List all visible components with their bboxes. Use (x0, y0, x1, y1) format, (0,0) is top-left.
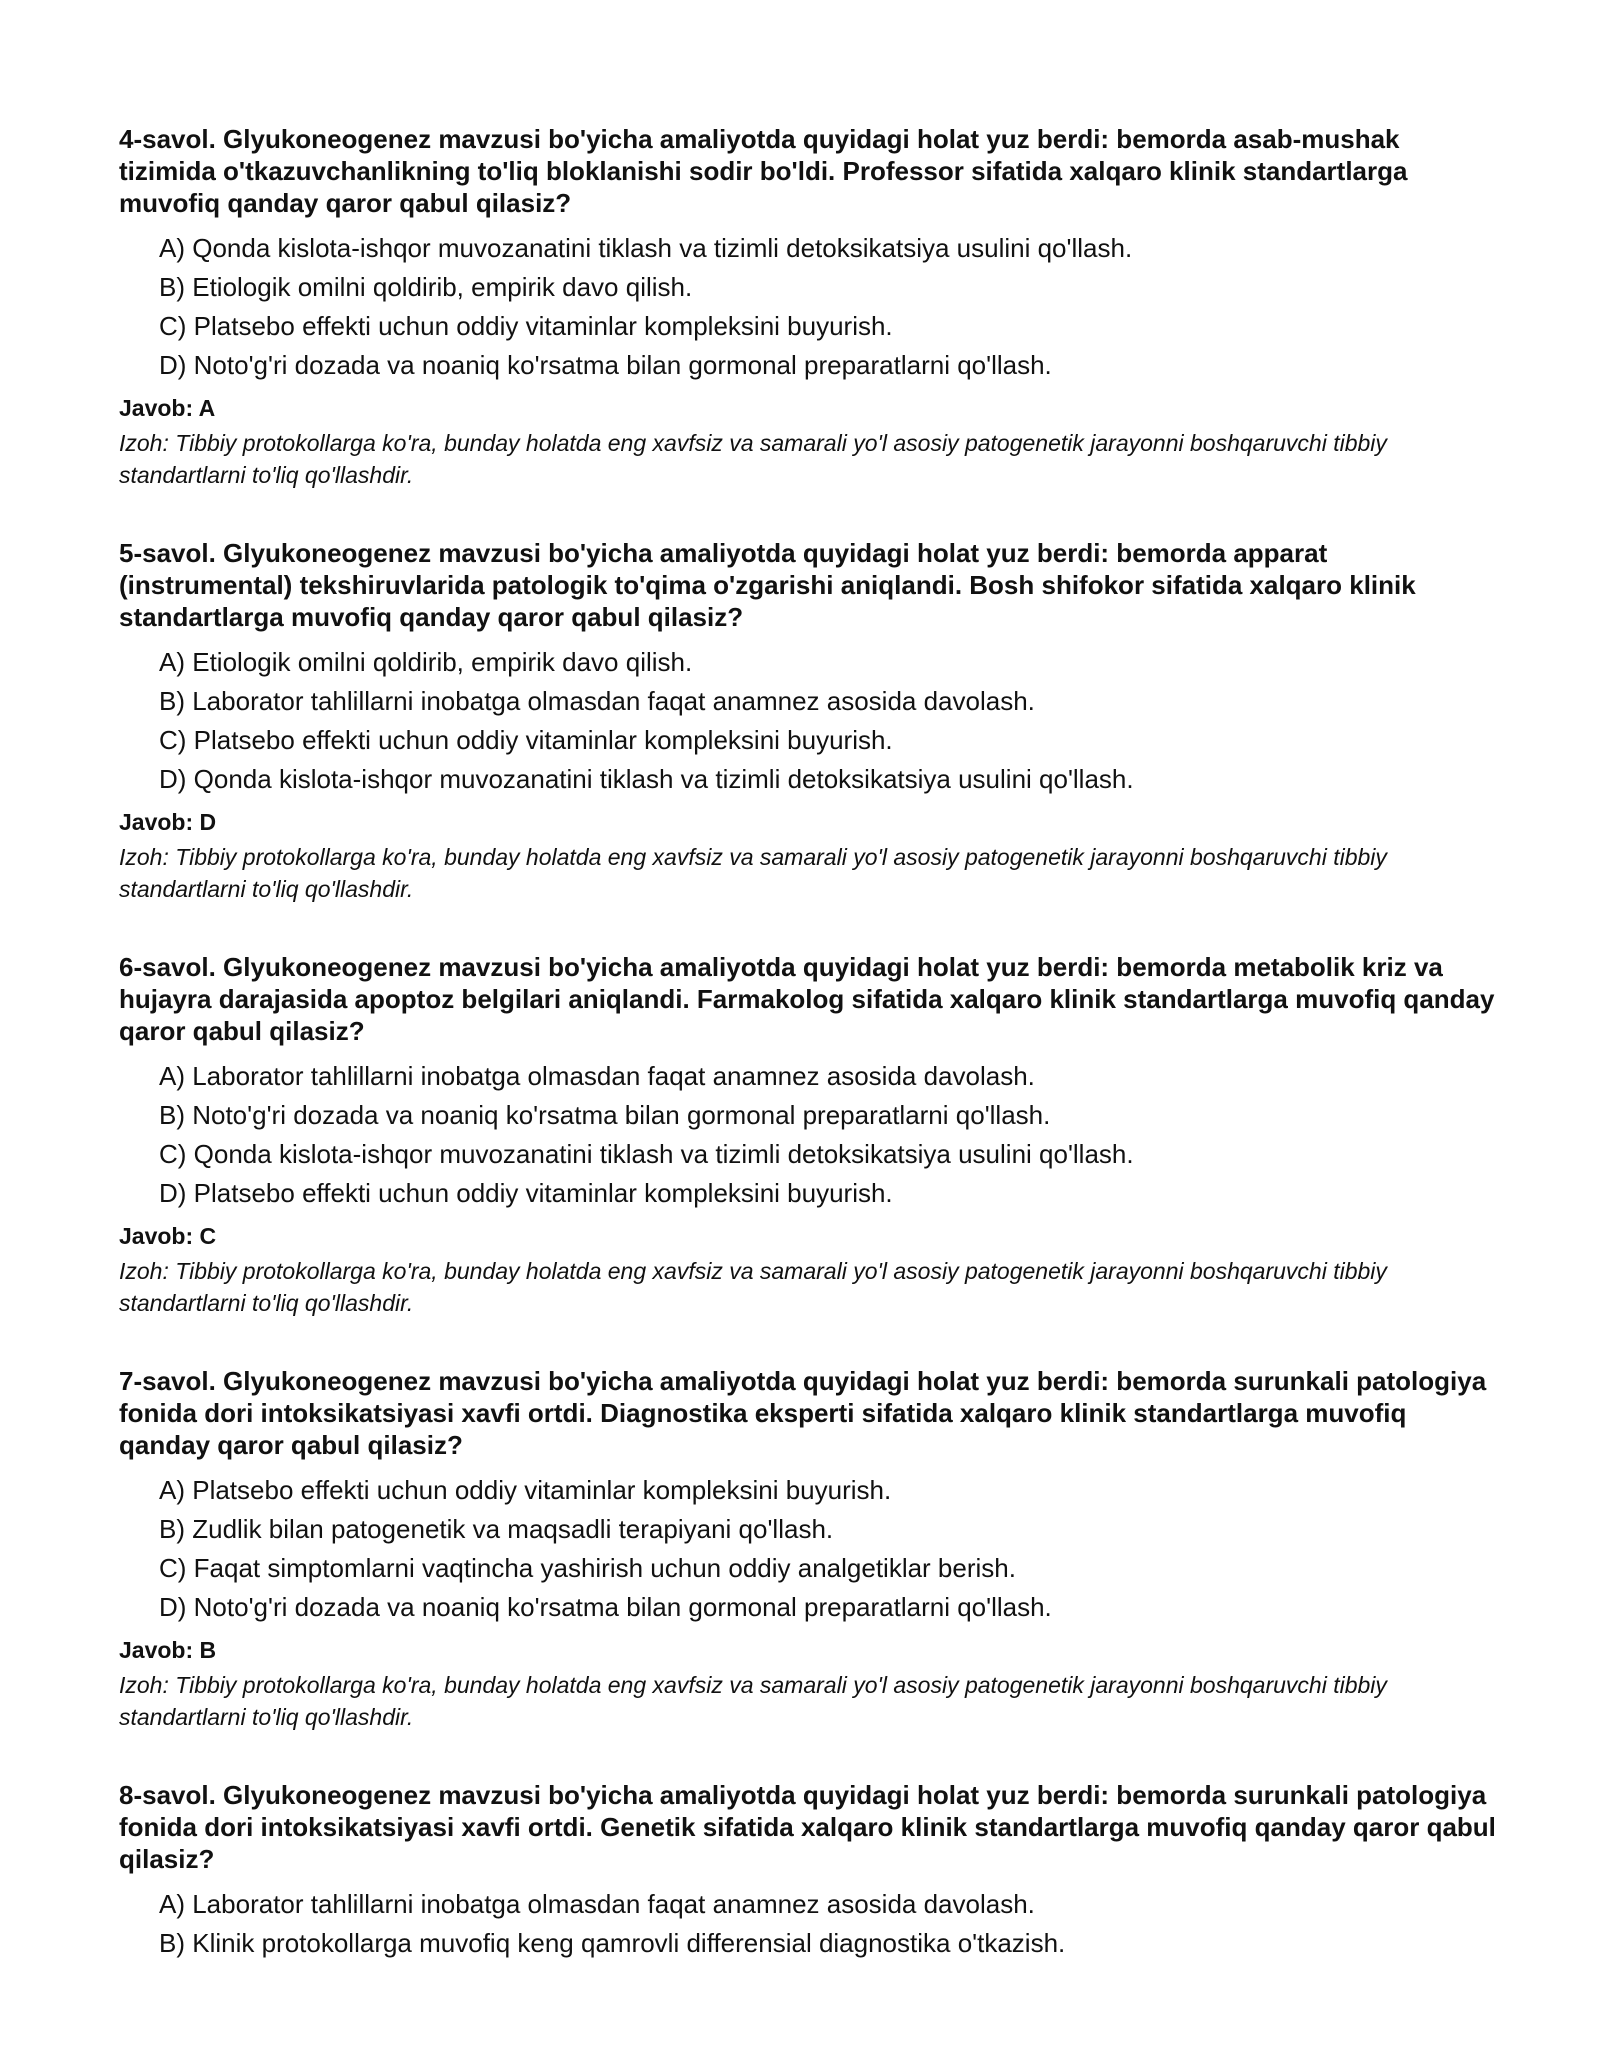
question-block (119, 537, 1499, 905)
question-text: 5-savol. Glyukoneogenez mavzusi bo'yicha amaliyotda quyidagi holat yuz berdi: bemorda apparat (instrumental) tekshiruvlarida patologik to'qima o'zgarishi aniqlandi. Bosh shifokor sifatida xalqaro klinik standartlarga muvofiq qanday qaror qabul qilasiz? (119, 538, 1416, 632)
question-block (119, 1779, 1499, 1963)
question-text: 4-savol. Glyukoneogenez mavzusi bo'yicha amaliyotda quyidagi holat yuz berdi: bemorda asab-mushak tizimida o'tkazuvchanlikning to'liq bloklanishi sodir bo'ldi. Professor sifatida xalqaro klinik standartlarga muvofiq qanday qaror qabul qilasiz? (119, 124, 1408, 218)
option-a: A) Qonda kislota-ishqor muvozanatini tiklash va tizimli detoksikatsiya usulini qo'llash. (159, 233, 1133, 263)
option-list (119, 1885, 1499, 1963)
option-d: D) Platsebo effekti uchun oddiy vitaminlar kompleksini buyurish. (159, 1178, 893, 1208)
option-c: C) Platsebo effekti uchun oddiy vitaminlar kompleksini buyurish. (159, 311, 893, 341)
option-list (119, 1471, 1499, 1627)
option-a: A) Platsebo effekti uchun oddiy vitaminlar kompleksini buyurish. (159, 1475, 892, 1505)
answer-label: Javob: D (119, 809, 217, 835)
explanation-note: Izoh: Tibbiy protokollarga ko'ra, bunday holatda eng xavfsiz va samarali yo'l asosiy patogenetik jarayonni boshqaruvchi tibbiy standartlarni to'liq qo'llashdir. (119, 1672, 1387, 1730)
option-b: B) Zudlik bilan patogenetik va maqsadli terapiyani qo'llash. (159, 1514, 834, 1544)
question-text: 7-savol. Glyukoneogenez mavzusi bo'yicha amaliyotda quyidagi holat yuz berdi: bemorda surunkali patologiya fonida dori intoksikatsiyasi xavfi ortdi. Diagnostika eksperti sifatida xalqaro klinik standartlarga muvofiq qanday qaror qabul qilasiz? (119, 1366, 1487, 1460)
option-a: A) Laborator tahlillarni inobatga olmasdan faqat anamnez asosida davolash. (159, 1889, 1035, 1919)
question-block (119, 951, 1499, 1319)
option-list (119, 229, 1499, 385)
option-c: C) Qonda kislota-ishqor muvozanatini tiklash va tizimli detoksikatsiya usulini qo'llash. (159, 1139, 1134, 1169)
option-list (119, 1057, 1499, 1213)
answer-label: Javob: A (119, 395, 216, 421)
question-text: 8-savol. Glyukoneogenez mavzusi bo'yicha amaliyotda quyidagi holat yuz berdi: bemorda surunkali patologiya fonida dori intoksikatsiyasi xavfi ortdi. Genetik sifatida xalqaro klinik standartlarga muvofiq qanday qaror qabul qilasiz? (119, 1780, 1496, 1874)
option-b: B) Noto'g'ri dozada va noaniq ko'rsatma bilan gormonal preparatlarni qo'llash. (159, 1100, 1051, 1130)
answer-label: Javob: B (119, 1637, 217, 1663)
option-d: D) Noto'g'ri dozada va noaniq ko'rsatma bilan gormonal preparatlarni qo'llash. (159, 1592, 1052, 1622)
answer-label: Javob: C (119, 1223, 217, 1249)
option-b: B) Klinik protokollarga muvofiq keng qamrovli differensial diagnostika o'tkazish. (159, 1928, 1066, 1958)
option-a: A) Laborator tahlillarni inobatga olmasdan faqat anamnez asosida davolash. (159, 1061, 1035, 1091)
option-c: C) Platsebo effekti uchun oddiy vitaminlar kompleksini buyurish. (159, 725, 893, 755)
option-b: B) Laborator tahlillarni inobatga olmasdan faqat anamnez asosida davolash. (159, 686, 1035, 716)
option-a: A) Etiologik omilni qoldirib, empirik davo qilish. (159, 647, 693, 677)
explanation-note: Izoh: Tibbiy protokollarga ko'ra, bunday holatda eng xavfsiz va samarali yo'l asosiy patogenetik jarayonni boshqaruvchi tibbiy standartlarni to'liq qo'llashdir. (119, 1258, 1387, 1316)
question-text: 6-savol. Glyukoneogenez mavzusi bo'yicha amaliyotda quyidagi holat yuz berdi: bemorda metabolik kriz va hujayra darajasida apoptoz belgilari aniqlandi. Farmakolog sifatida xalqaro klinik standartlarga muvofiq qanday qaror qabul qilasiz? (119, 952, 1495, 1046)
option-b: B) Etiologik omilni qoldirib, empirik davo qilish. (159, 272, 693, 302)
option-list (119, 643, 1499, 799)
document-page (119, 123, 1499, 2009)
question-block (119, 123, 1499, 491)
explanation-note: Izoh: Tibbiy protokollarga ko'ra, bunday holatda eng xavfsiz va samarali yo'l asosiy patogenetik jarayonni boshqaruvchi tibbiy standartlarni to'liq qo'llashdir. (119, 430, 1387, 488)
explanation-note: Izoh: Tibbiy protokollarga ko'ra, bunday holatda eng xavfsiz va samarali yo'l asosiy patogenetik jarayonni boshqaruvchi tibbiy standartlarni to'liq qo'llashdir. (119, 844, 1387, 902)
option-c: C) Faqat simptomlarni vaqtincha yashirish uchun oddiy analgetiklar berish. (159, 1553, 1016, 1583)
option-d: D) Noto'g'ri dozada va noaniq ko'rsatma bilan gormonal preparatlarni qo'llash. (159, 350, 1052, 380)
option-d: D) Qonda kislota-ishqor muvozanatini tiklash va tizimli detoksikatsiya usulini qo'llash. (159, 764, 1134, 794)
question-block (119, 1365, 1499, 1733)
